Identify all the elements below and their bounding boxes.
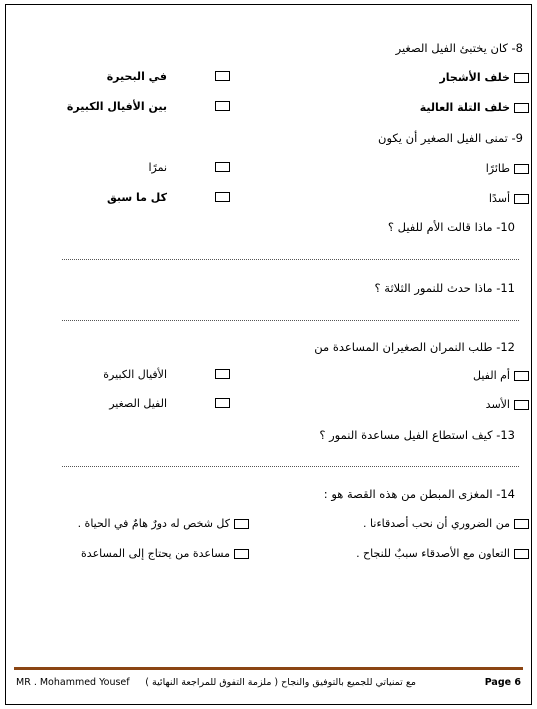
q12-option-4[interactable]: الفيل الصغير xyxy=(0,398,230,408)
checkbox[interactable] xyxy=(514,400,529,410)
question-9: 9- تمنى الفيل الصغير أن يكون xyxy=(378,131,523,145)
q8-option-2[interactable]: في البحيرة xyxy=(0,71,230,81)
question-14: 14- المغزى المبطن من هذه القصة هو : xyxy=(323,487,515,501)
page-number: Page 6 xyxy=(484,677,521,688)
checkbox[interactable] xyxy=(514,549,529,559)
q9-option-3[interactable]: أسدًا xyxy=(489,192,529,205)
q9-option-1[interactable]: طائرًا xyxy=(486,162,529,175)
checkbox[interactable] xyxy=(215,71,230,81)
checkbox[interactable] xyxy=(234,549,249,559)
question-8: 8- كان يختبئ الفيل الصغير xyxy=(395,41,523,55)
q12-option-2[interactable]: الأفيال الكبيرة xyxy=(0,369,230,379)
q12-option-3[interactable]: الأسد xyxy=(486,398,529,411)
checkbox[interactable] xyxy=(514,73,529,83)
checkbox[interactable] xyxy=(514,103,529,113)
checkbox[interactable] xyxy=(514,519,529,529)
footer-author: MR . Mohammed Yousef xyxy=(16,677,130,688)
question-10: 10- ماذا قالت الأم للفيل ؟ xyxy=(387,220,515,234)
checkbox[interactable] xyxy=(215,369,230,379)
q8-option-4[interactable]: بين الأفيال الكبيرة xyxy=(0,101,230,111)
q12-option-1[interactable]: أم الفيل xyxy=(473,369,529,382)
answer-line-11[interactable] xyxy=(62,320,519,321)
q9-option-4[interactable]: كل ما سبق xyxy=(0,192,230,202)
checkbox[interactable] xyxy=(215,162,230,172)
question-11: 11- ماذا حدث للنمور الثلاثة ؟ xyxy=(374,281,515,295)
checkbox[interactable] xyxy=(514,371,529,381)
checkbox[interactable] xyxy=(215,192,230,202)
checkbox[interactable] xyxy=(215,398,230,408)
footer-note: مع تمنياتي للجميع بالتوفيق والنجاح ( ملزمة التفوق للمراجعة النهائية ) xyxy=(145,677,416,688)
q14-option-4[interactable]: مساعدة من يحتاج إلى المساعدة xyxy=(81,547,249,560)
question-12: 12- طلب النمران الصغيران المساعدة من xyxy=(314,340,515,354)
checkbox[interactable] xyxy=(514,194,529,204)
q9-option-2[interactable]: نمرًا xyxy=(0,162,230,172)
q14-option-3[interactable]: التعاون مع الأصدقاء سببٌ للنجاح . xyxy=(356,547,529,560)
checkbox[interactable] xyxy=(514,164,529,174)
q14-option-2[interactable]: كل شخص له دورٌ هامٌ في الحياة . xyxy=(78,517,249,530)
q8-option-1[interactable]: خلف الأشجار xyxy=(439,71,529,84)
answer-line-10[interactable] xyxy=(62,259,519,260)
checkbox[interactable] xyxy=(215,101,230,111)
answer-line-13[interactable] xyxy=(62,466,519,467)
checkbox[interactable] xyxy=(234,519,249,529)
q14-option-1[interactable]: من الضروري أن نحب أصدقاءنا . xyxy=(363,517,529,530)
question-13: 13- كيف استطاع الفيل مساعدة النمور ؟ xyxy=(319,428,515,442)
q8-option-3[interactable]: خلف التلة العالية xyxy=(420,101,529,114)
footer-rule xyxy=(14,667,523,670)
